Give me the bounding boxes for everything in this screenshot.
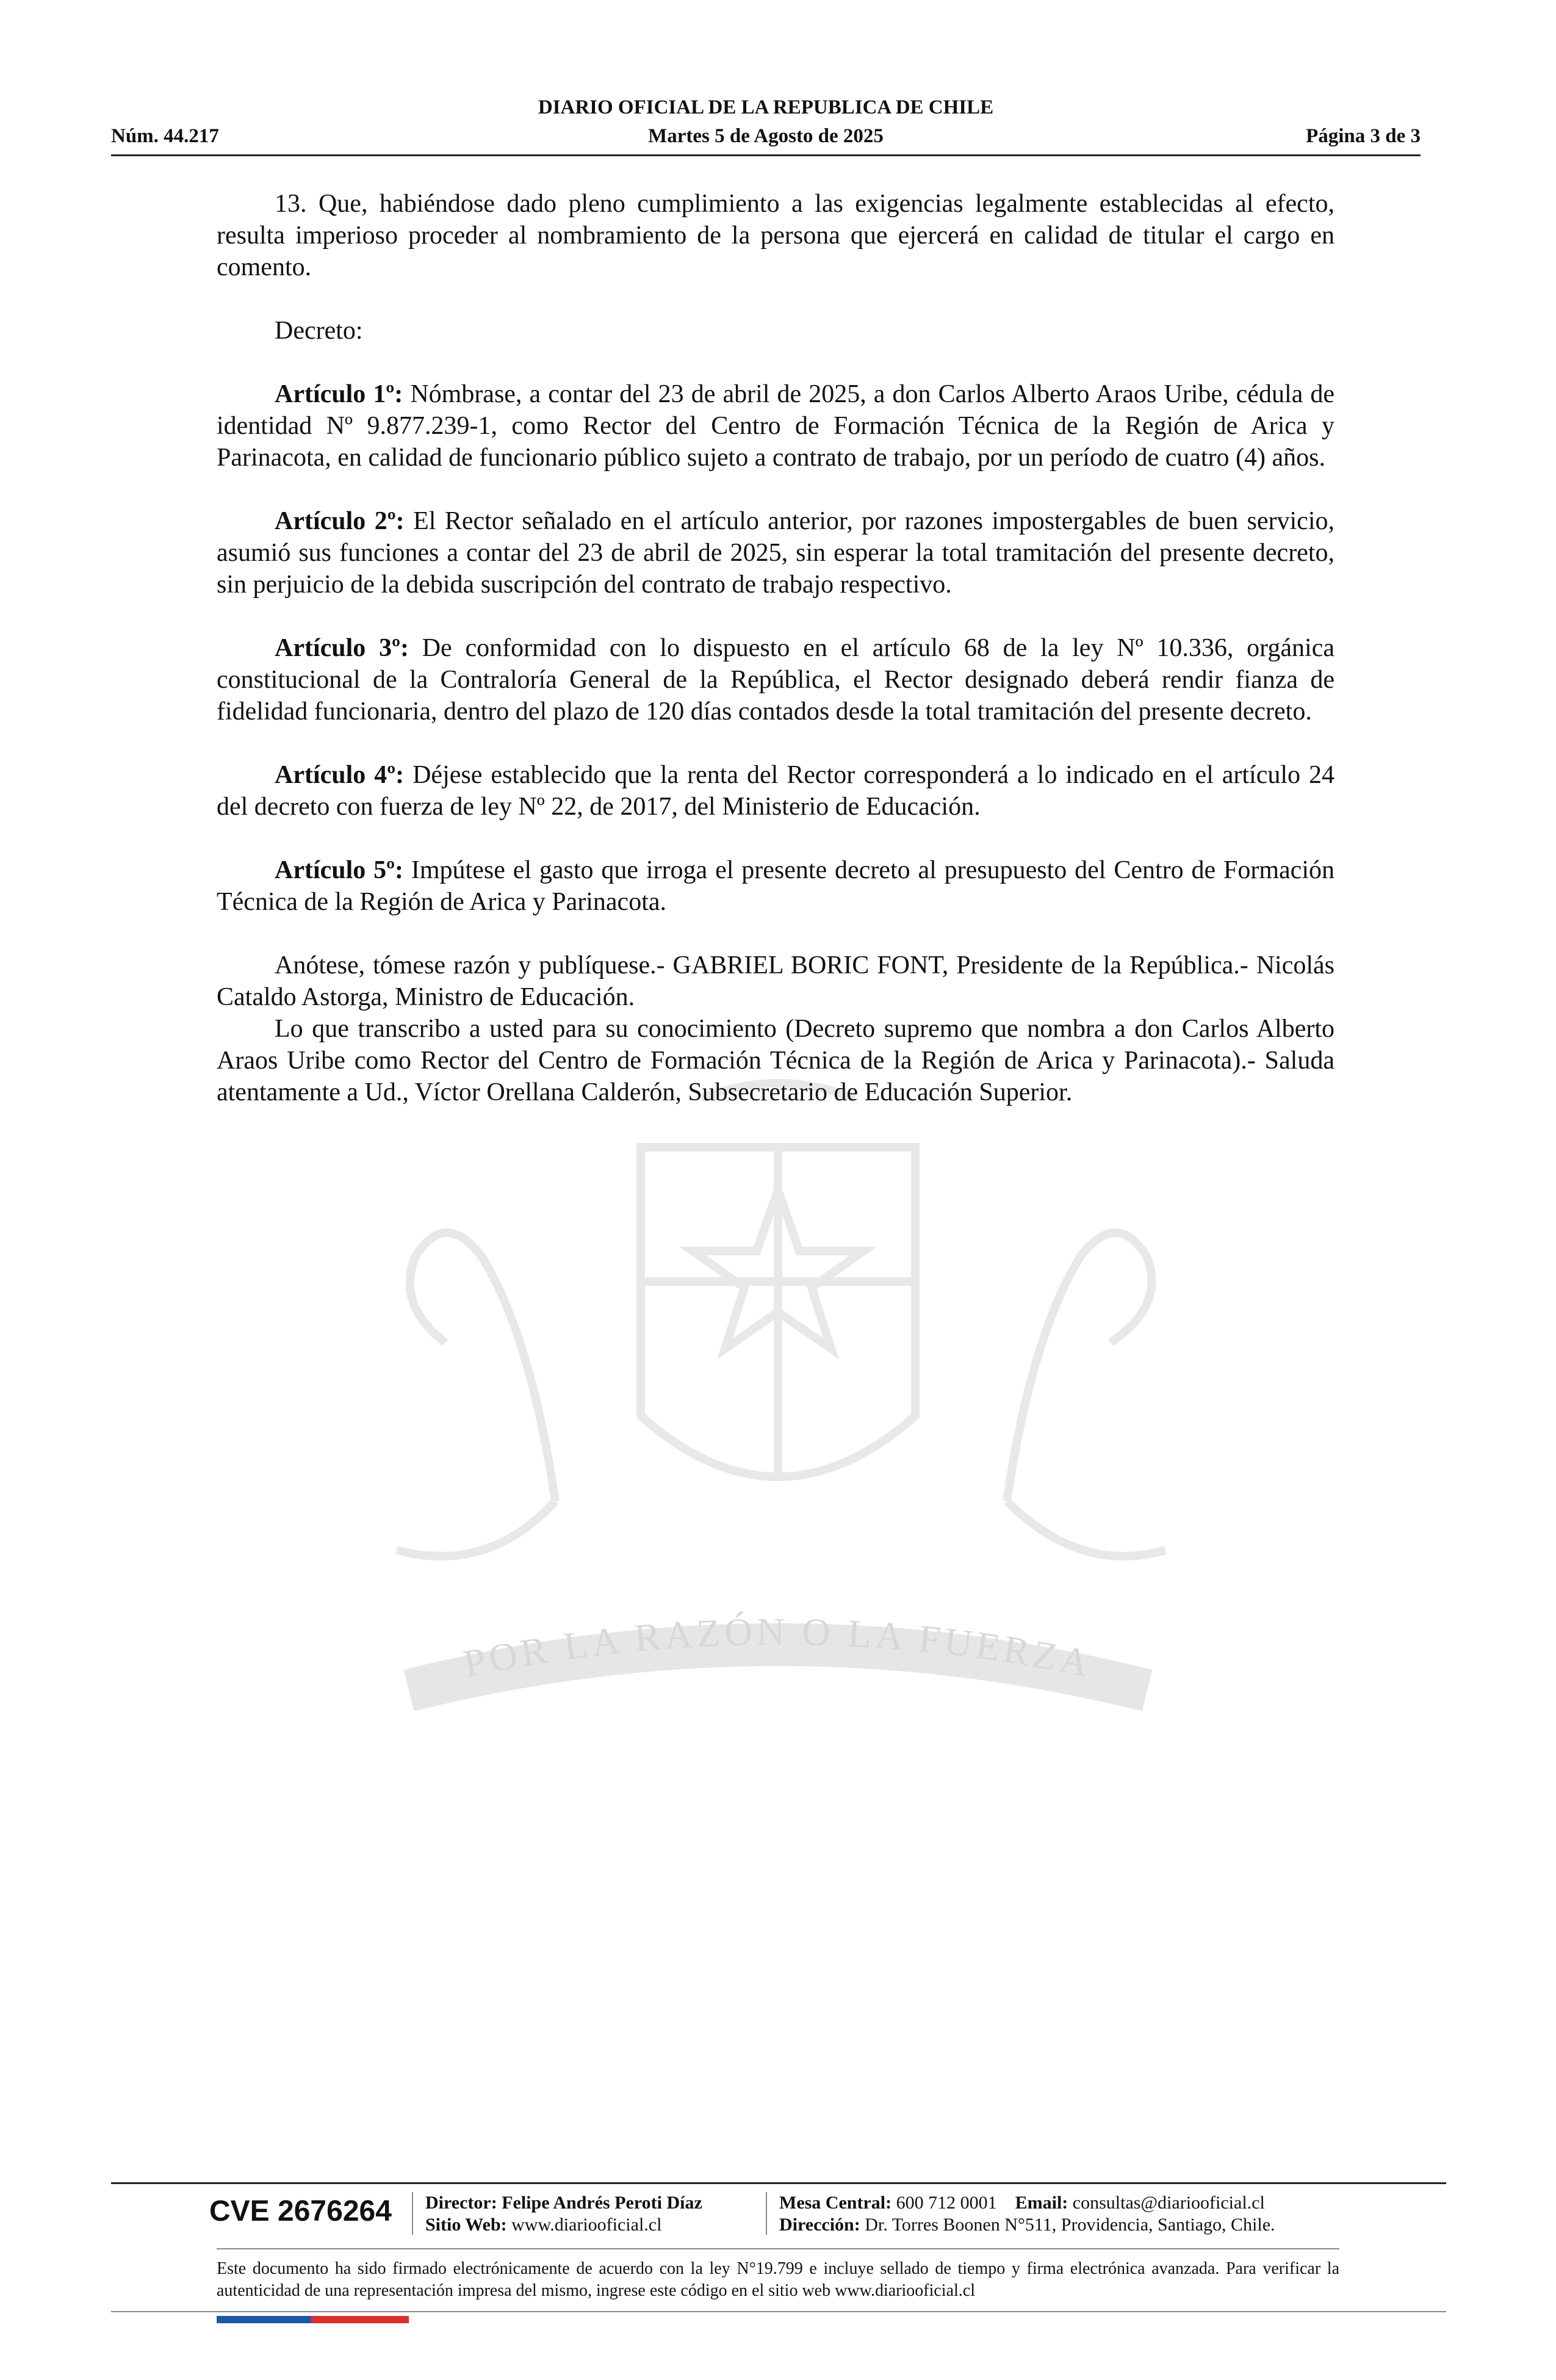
phone-label: Mesa Central:	[779, 2193, 892, 2213]
article-label: Artículo 1º:	[275, 380, 403, 408]
footer-inner-divider	[217, 2248, 1339, 2249]
article-2	[217, 505, 1334, 600]
website-link[interactable]: www.diariooficial.cl	[506, 2215, 662, 2235]
article-label: Artículo 4º:	[275, 761, 405, 789]
motto-text: POR LA RAZÓN O LA FUERZA	[459, 1609, 1097, 1686]
flag-stripe-red	[311, 2316, 409, 2323]
article-label: Artículo 5º:	[275, 856, 404, 884]
footer-director-block	[425, 2192, 702, 2236]
footer-divider	[111, 2182, 1446, 2184]
website-label: Sitio Web:	[425, 2215, 507, 2235]
closing-paragraph: Anótese, tómese razón y publíquese.- GABRIEL BORIC FONT, Presidente de la República.- Nicolás Cataldo Astorga, Ministro de Educación.	[217, 951, 1334, 1011]
footer-contact-block	[779, 2192, 1275, 2236]
phone-number: 600 712 0001	[891, 2193, 997, 2213]
header-divider	[111, 154, 1421, 156]
footer-bottom-divider	[111, 2311, 1446, 2312]
decree-body	[217, 188, 1334, 1108]
article-3	[217, 632, 1334, 727]
article-text: El Rector señalado en el artículo anterior, por razones impostergables de buen servicio, asumió sus funciones a contar del 23 de abril de 2025, sin esperar la total tramitación del presente decreto, sin perjuicio de la debida suscripción del contrato de trabajo respectivo.	[217, 507, 1334, 599]
transcribe-paragraph: Lo que transcribo a usted para su conocimiento (Decreto supremo que nombra a don Carlos Alberto Araos Uribe como Rector del Centro de Formación Técnica de la Región de Arica y Parinacota).- Saluda atentamente a Ud., Víctor Orellana Calderón, Subsecretario de Educación Superior.	[217, 1015, 1334, 1106]
email-link[interactable]: consultas@diariooficial.cl	[1068, 2193, 1265, 2213]
footer-separator	[412, 2192, 413, 2235]
paragraph-13: 13. Que, habiéndose dado pleno cumplimiento a las exigencias legalmente establecidas al efecto, resulta imperioso proceder al nombramiento de la persona que ejercerá en calidad de titular el cargo en comento.	[217, 190, 1334, 281]
article-4	[217, 759, 1334, 823]
article-text: Impútese el gasto que irroga el presente decreto al presupuesto del Centro de Formación Técnica de la Región de Arica y Parinacota.	[217, 856, 1334, 916]
page-header	[111, 92, 1421, 159]
issue-number: Núm. 44.217	[111, 125, 219, 147]
article-text: De conformidad con lo dispuesto en el artículo 68 de la ley Nº 10.336, orgánica constitucional de la Contraloría General de la República, el Rector designado deberá rendir fianza de fidelidad funcionaria, dentro del plazo de 120 días contados desde la total tramitación del presente decreto.	[217, 634, 1334, 726]
article-1	[217, 378, 1334, 474]
director-label: Director:	[425, 2193, 497, 2213]
email-label: Email:	[1015, 2193, 1068, 2213]
cve-code: CVE 2676264	[209, 2195, 392, 2227]
address-text: Dr. Torres Boonen N°511, Providencia, Santiago, Chile.	[860, 2215, 1275, 2235]
article-text: Nómbrase, a contar del 23 de abril de 2025, a don Carlos Alberto Araos Uribe, cédula de identidad Nº 9.877.239-1, como Rector del Centro de Formación Técnica de la Región de Arica y Parinacota, en calidad de funcionario público sujeto a contrato de trabajo, por un período de cuatro (4) años.	[217, 380, 1334, 472]
article-text: Déjese establecido que la renta del Rector corresponderá a lo indicado en el artículo 24 del decreto con fuerza de ley Nº 22, de 2017, del Ministerio de Educación.	[217, 761, 1334, 821]
article-label: Artículo 3º:	[275, 634, 409, 662]
article-label: Artículo 2º:	[275, 507, 405, 535]
newspaper-title: DIARIO OFICIAL DE LA REPUBLICA DE CHILE	[538, 96, 994, 118]
legal-notice: Este documento ha sido firmado electrónicamente de acuerdo con la ley N°19.799 e incluye sellado de tiempo y firma electrónica avanzada. Para verificar la autenticidad de una representación impresa del mismo, ingrese este código en el sitio web www.diariooficial.cl	[217, 2259, 1339, 2300]
coat-of-arms-icon	[214, 1074, 1342, 1715]
flag-stripe-blue	[217, 2316, 311, 2323]
address-label: Dirección:	[779, 2215, 860, 2235]
decreto-heading: Decreto:	[275, 317, 363, 345]
footer-separator	[766, 2192, 767, 2235]
page-number: Página 3 de 3	[1306, 125, 1421, 147]
director-name: Felipe Andrés Peroti Díaz	[497, 2193, 702, 2213]
article-5	[217, 854, 1334, 918]
issue-date: Martes 5 de Agosto de 2025	[648, 125, 884, 147]
